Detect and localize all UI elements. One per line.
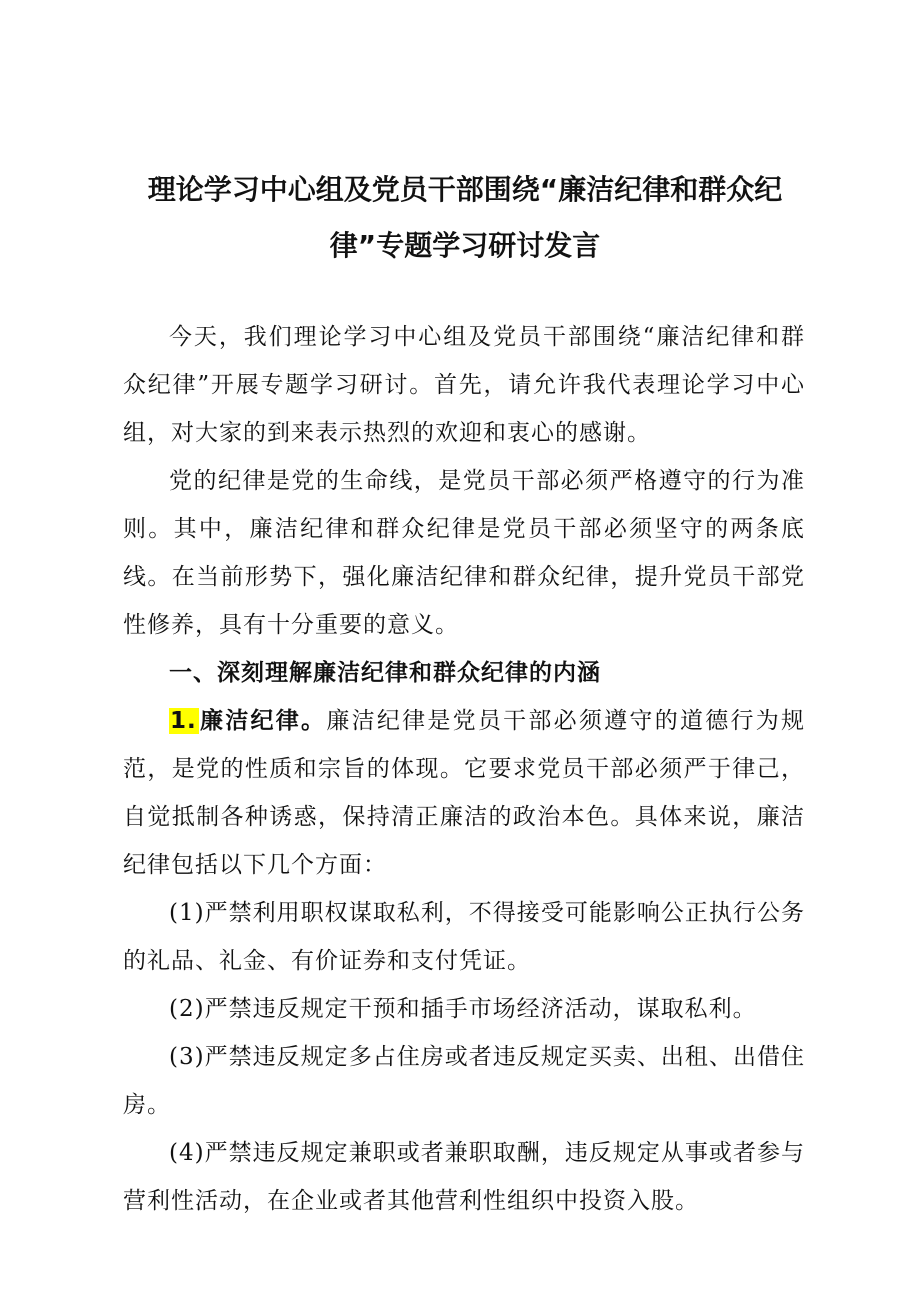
rule-item-3: (3)严禁违反规定多占住房或者违反规定买卖、出租、出借住房。	[123, 1044, 805, 1118]
item-label: 廉洁纪律。	[198, 708, 327, 734]
paragraph-discipline: 党的纪律是党的生命线，是党员干部必须严格遵守的行为准则。其中，廉洁纪律和群众纪律是党员干部必须坚守的两条底线。在当前形势下，强化廉洁纪律和群众纪律，提升党员干部党性修养，具有十分重要的意义。	[123, 468, 805, 638]
document-title-line-1: 理论学习中心组及党员干部围绕“廉洁纪律和群众纪	[147, 173, 783, 206]
section-heading: 一、深刻理解廉洁纪律和群众纪律的内涵	[169, 660, 601, 686]
rule-item-2: (2)严禁违反规定干预和插手市场经济活动，谋取私利。	[169, 996, 757, 1022]
rule-item-4: (4)严禁违反规定兼职或者兼职取酬，违反规定从事或者参与营利性活动，在企业或者其他营利性组织中投资入股。	[123, 1140, 805, 1214]
document-body	[123, 313, 805, 1225]
highlighted-item-number: 1.	[170, 708, 197, 734]
rule-item-1: (1)严禁利用职权谋取私利，不得接受可能影响公正执行公务的礼品、礼金、有价证券和支付凭证。	[123, 900, 805, 974]
item-text: 廉洁纪律是党员干部必须遵守的道德行为规范，是党的性质和宗旨的体现。它要求党员干部必须严于律己，自觉抵制各种诱惑，保持清正廉洁的政治本色。具体来说，廉洁纪律包括以下几个方面：	[123, 708, 806, 878]
paragraph-opening: 今天，我们理论学习中心组及党员干部围绕“廉洁纪律和群众纪律”开展专题学习研讨。首先，请允许我代表理论学习中心组，对大家的到来表示热烈的欢迎和衷心的感谢。	[123, 324, 805, 446]
document-title-line-2: 律”专题学习研讨发言	[329, 229, 601, 262]
item-integrity-discipline	[123, 697, 805, 889]
